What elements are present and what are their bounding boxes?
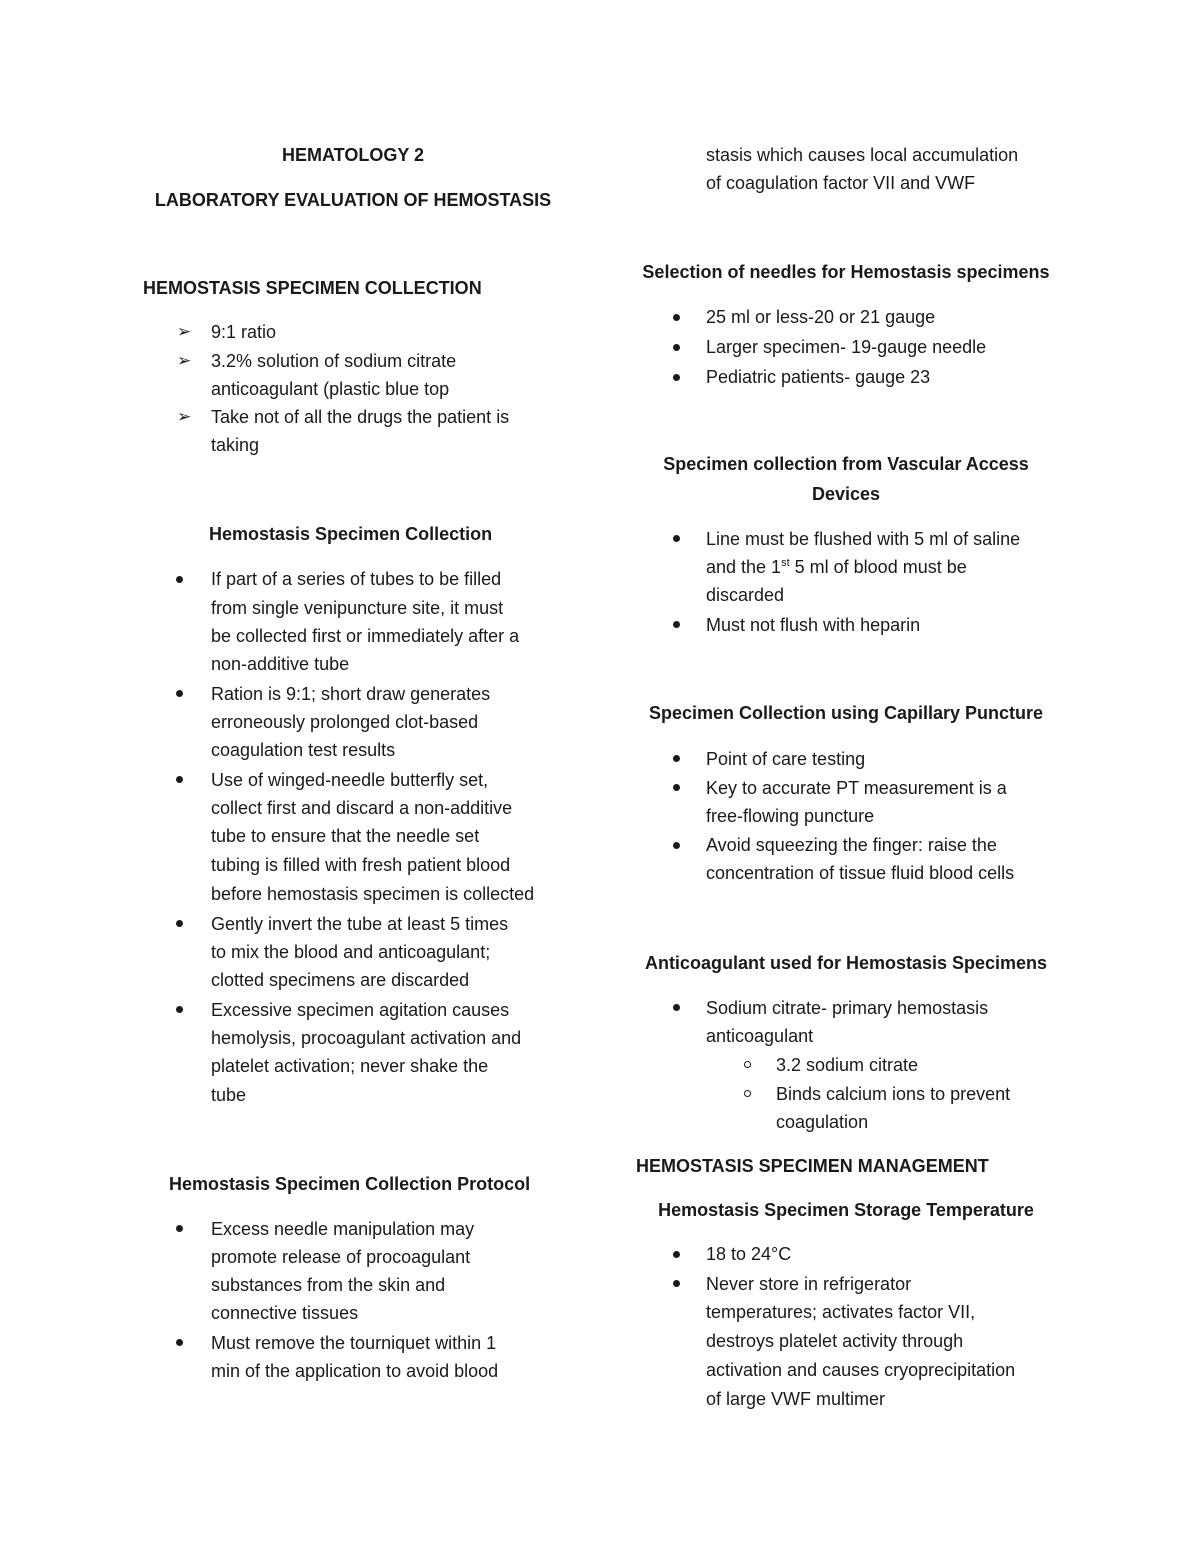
bullet-icon xyxy=(176,1006,183,1013)
list-item: from single venipuncture site, it must xyxy=(211,598,504,618)
bullet-icon xyxy=(176,776,183,783)
list-item: hemolysis, procoagulant activation and xyxy=(211,1028,522,1048)
list-item: 9:1 ratio xyxy=(211,322,277,342)
list-item-text: 5 ml of blood must be xyxy=(789,557,967,577)
sub-list-item: 3.2 sodium citrate xyxy=(776,1055,919,1075)
list-item: Excess needle manipulation may xyxy=(211,1219,475,1239)
list-item: Gently invert the tube at least 5 times xyxy=(211,914,509,934)
bullet-icon xyxy=(673,1004,680,1011)
section-heading: HEMOSTASIS SPECIMEN COLLECTION xyxy=(143,278,482,298)
list-item: tubing is filled with fresh patient blood xyxy=(211,855,511,875)
bullet-icon xyxy=(673,344,680,351)
continuation-text: stasis which causes local accumulation xyxy=(706,145,1019,165)
bullet-icon xyxy=(176,1225,183,1232)
bullet-icon xyxy=(673,1251,680,1258)
list-item: taking xyxy=(211,435,260,455)
bullet-icon xyxy=(673,374,680,381)
list-item xyxy=(706,558,967,576)
list-item: non-additive tube xyxy=(211,654,350,674)
list-item: Key to accurate PT measurement is a xyxy=(706,778,1007,798)
list-item: tube xyxy=(211,1085,247,1105)
superscript: st xyxy=(781,557,790,569)
list-item: Larger specimen- 19-gauge needle xyxy=(706,337,987,357)
arrow-bullet-icon: ➢ xyxy=(177,351,192,370)
section-heading: Hemostasis Specimen Storage Temperature xyxy=(658,1200,1034,1220)
section-heading: Specimen Collection using Capillary Puncture xyxy=(648,703,1044,723)
section-heading: Devices xyxy=(811,484,881,504)
list-item: 18 to 24°C xyxy=(706,1244,792,1264)
list-item: Must not flush with heparin xyxy=(706,615,921,635)
list-item: be collected first or immediately after a xyxy=(211,626,520,646)
list-item: before hemostasis specimen is collected xyxy=(211,884,535,904)
list-item: coagulation test results xyxy=(211,740,396,760)
list-item: 25 ml or less-20 or 21 gauge xyxy=(706,307,936,327)
list-item: Must remove the tourniquet within 1 xyxy=(211,1333,497,1353)
list-item: Use of winged-needle butterfly set, xyxy=(211,770,489,790)
bullet-icon xyxy=(673,621,680,628)
section-heading: Selection of needles for Hemostasis specimens xyxy=(642,262,1050,282)
bullet-icon xyxy=(673,1280,680,1287)
bullet-icon xyxy=(673,784,680,791)
list-item: destroys platelet activity through xyxy=(706,1331,964,1351)
document-subtitle: LABORATORY EVALUATION OF HEMOSTASIS xyxy=(154,190,552,210)
list-item: temperatures; activates factor VII, xyxy=(706,1302,976,1322)
bullet-icon xyxy=(673,314,680,321)
bullet-icon xyxy=(176,1339,183,1346)
list-item: min of the application to avoid blood xyxy=(211,1361,499,1381)
list-item: Ration is 9:1; short draw generates xyxy=(211,684,491,704)
bullet-icon xyxy=(176,920,183,927)
arrow-bullet-icon: ➢ xyxy=(177,322,192,341)
list-item: connective tissues xyxy=(211,1303,359,1323)
list-item: If part of a series of tubes to be filled xyxy=(211,569,502,589)
sub-bullet-icon xyxy=(744,1090,751,1097)
list-item: concentration of tissue fluid blood cells xyxy=(706,863,1015,883)
list-item: promote release of procoagulant xyxy=(211,1247,471,1267)
bullet-icon xyxy=(673,842,680,849)
list-item: to mix the blood and anticoagulant; xyxy=(211,942,491,962)
section-heading: Hemostasis Specimen Collection xyxy=(209,524,493,544)
section-heading: Anticoagulant used for Hemostasis Specimens xyxy=(644,953,1048,973)
list-item: Sodium citrate- primary hemostasis xyxy=(706,998,989,1018)
document-title: HEMATOLOGY 2 xyxy=(281,145,425,165)
list-item: erroneously prolonged clot-based xyxy=(211,712,479,732)
list-item: Take not of all the drugs the patient is xyxy=(211,407,510,427)
list-item: platelet activation; never shake the xyxy=(211,1056,489,1076)
continuation-text: of coagulation factor VII and VWF xyxy=(706,173,976,193)
bullet-icon xyxy=(673,755,680,762)
list-item: Pediatric patients- gauge 23 xyxy=(706,367,931,387)
section-heading: HEMOSTASIS SPECIMEN MANAGEMENT xyxy=(636,1156,989,1176)
bullet-icon xyxy=(176,576,183,583)
sub-list-item: Binds calcium ions to prevent xyxy=(776,1084,1011,1104)
bullet-icon xyxy=(176,690,183,697)
list-item: activation and causes cryoprecipitation xyxy=(706,1360,1016,1380)
list-item: discarded xyxy=(706,585,785,605)
list-item: anticoagulant xyxy=(706,1026,814,1046)
list-item: of large VWF multimer xyxy=(706,1389,886,1409)
list-item: Avoid squeezing the finger: raise the xyxy=(706,835,997,855)
section-heading: Specimen collection from Vascular Access xyxy=(663,454,1029,474)
list-item: anticoagulant (plastic blue top xyxy=(211,379,450,399)
sub-list-item: coagulation xyxy=(776,1112,869,1132)
arrow-bullet-icon: ➢ xyxy=(177,407,192,426)
list-item: collect first and discard a non-additive xyxy=(211,798,513,818)
section-heading: Hemostasis Specimen Collection Protocol xyxy=(169,1174,531,1194)
list-item: 3.2% solution of sodium citrate xyxy=(211,351,457,371)
sub-bullet-icon xyxy=(744,1061,751,1068)
list-item: tube to ensure that the needle set xyxy=(211,826,480,846)
list-item: clotted specimens are discarded xyxy=(211,970,470,990)
list-item: Line must be flushed with 5 ml of saline xyxy=(706,529,1021,549)
list-item: Point of care testing xyxy=(706,749,866,769)
list-item: Never store in refrigerator xyxy=(706,1274,912,1294)
list-item: free-flowing puncture xyxy=(706,806,875,826)
list-item: Excessive specimen agitation causes xyxy=(211,1000,510,1020)
bullet-icon xyxy=(673,535,680,542)
list-item: substances from the skin and xyxy=(211,1275,446,1295)
list-item-text: and the 1 xyxy=(706,557,782,577)
